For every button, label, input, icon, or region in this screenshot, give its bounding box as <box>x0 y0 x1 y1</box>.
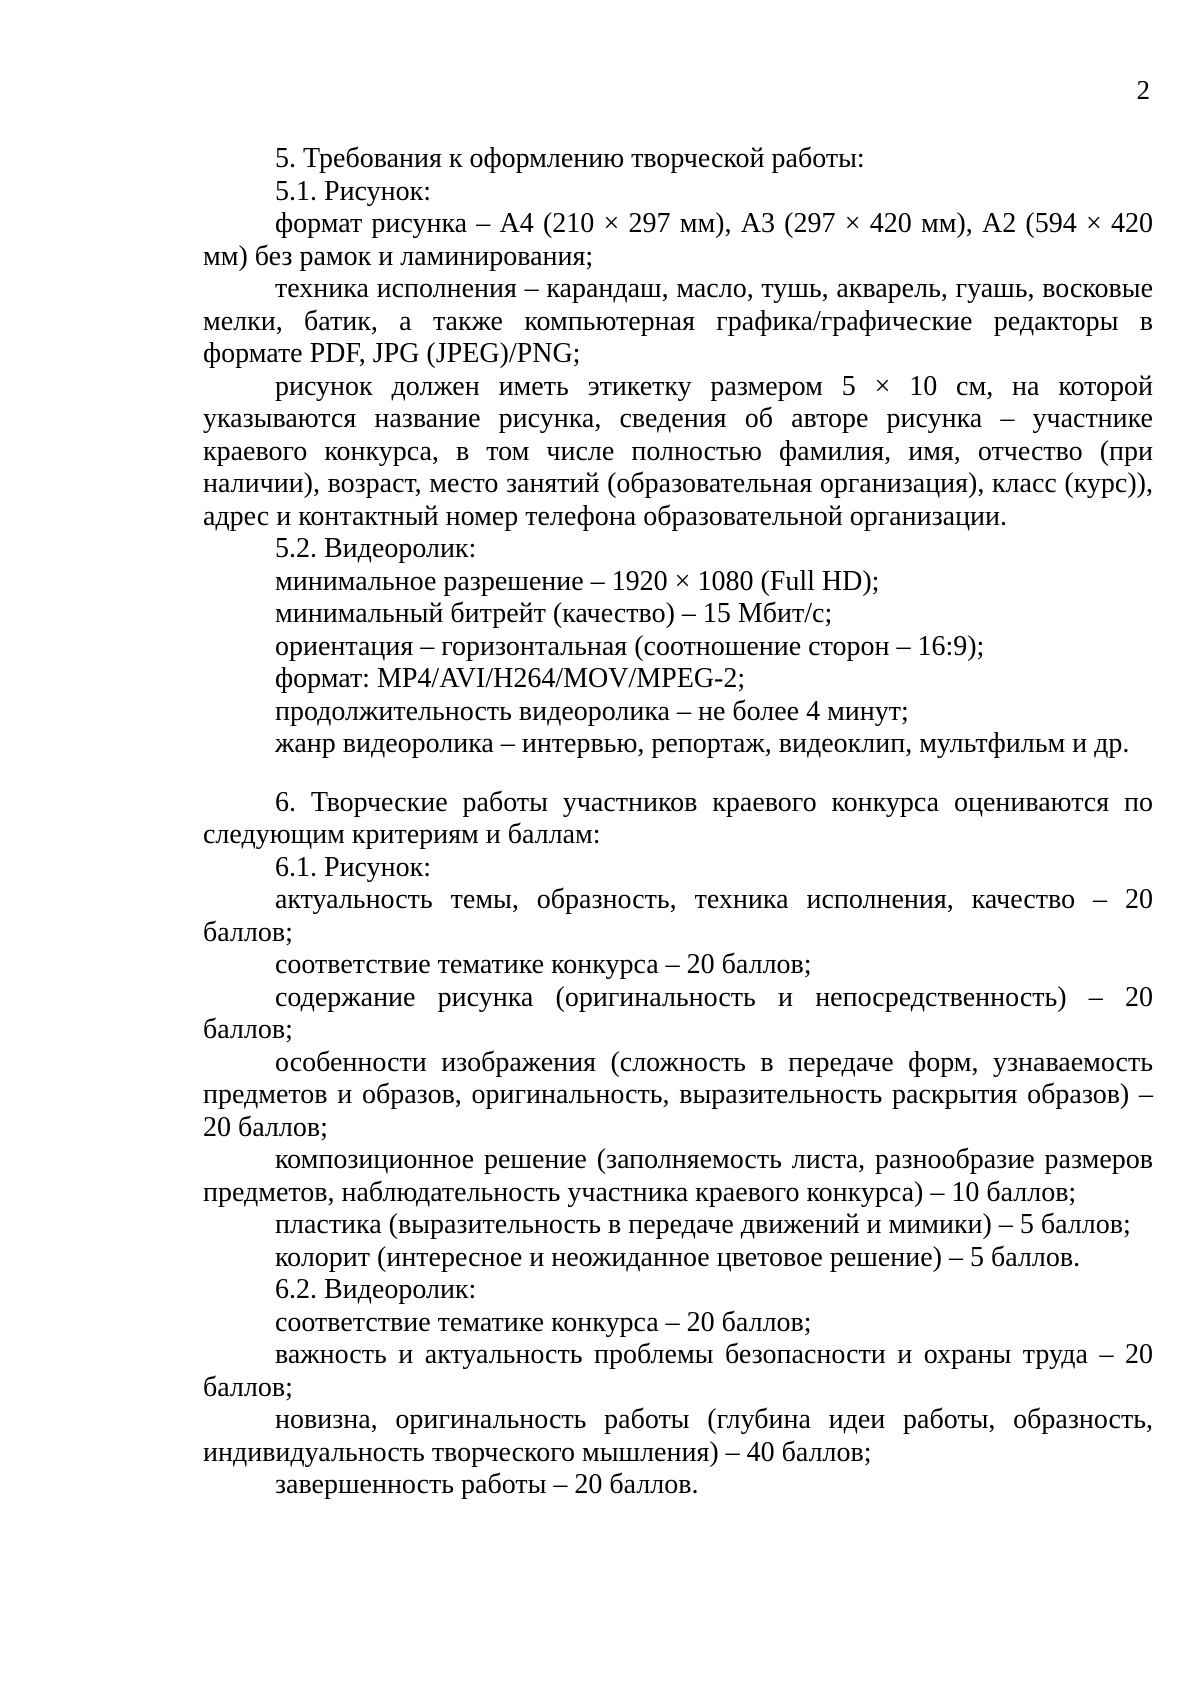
video-genre-requirement: жанр видеоролика – интервью, репортаж, видеоклип, мультфильм и др. <box>275 728 1130 759</box>
subsection-5-1-heading: 5.1. Рисунок: <box>275 175 431 207</box>
document-body <box>203 143 1153 1502</box>
subsection-5-2-heading: 5.2. Видеоролик: <box>275 533 477 564</box>
drawing-criterion-theme: соответствие тематике конкурса – 20 баллов; <box>275 949 812 980</box>
section-5-heading: 5. Требования к оформлению творческой работы: <box>275 143 865 174</box>
drawing-criterion-composition: композиционное решение (заполняемость листа, разнообразие размеров предметов, наблюдательность участника краевого конкурса) – 10 баллов; <box>203 1144 1153 1208</box>
drawing-criterion-plasticity: пластика (выразительность в передаче движений и мимики) – 5 баллов; <box>275 1209 1131 1240</box>
page-number: 2 <box>1136 75 1150 105</box>
video-duration-requirement: продолжительность видеоролика – не более 4 минут; <box>275 695 909 727</box>
subsection-6-1-heading: 6.1. Рисунок: <box>275 851 431 883</box>
section-6-heading: 6. Творческие работы участников краевого конкурса оцениваются по следующим критериям и баллам: <box>203 786 1153 850</box>
drawing-criterion-color: колорит (интересное и неожиданное цветовое решение) – 5 баллов. <box>275 1241 1081 1273</box>
drawing-format-requirement: формат рисунка – А4 (210 × 297 мм), А3 (297 × 420 мм), А2 (594 × 420 мм) без рамок и ламинирования; <box>203 208 1153 272</box>
video-criterion-theme: соответствие тематике конкурса – 20 баллов; <box>275 1306 812 1338</box>
drawing-criterion-relevance: актуальность темы, образность, техника исполнения, качество – 20 баллов; <box>203 884 1153 948</box>
video-criterion-completeness: завершенность работы – 20 баллов. <box>275 1469 699 1500</box>
drawing-label-requirement: рисунок должен иметь этикетку размером 5 × 10 см, на которой указываются название рисунка, сведения об авторе рисунка – участнике краевого конкурса, в том числе полностью фамилия, имя, отчество (при наличии), возраст, место занятий (образовательная организация), класс (курс)), адрес и контактный номер телефона образовательной организации. <box>203 370 1153 532</box>
video-format-requirement: формат: MP4/AVI/H264/MOV/MPEG-2; <box>275 663 746 694</box>
video-bitrate-requirement: минимальный битрейт (качество) – 15 Мбит/с; <box>275 598 833 629</box>
video-orientation-requirement: ориентация – горизонтальная (соотношение сторон – 16:9); <box>275 630 985 662</box>
video-resolution-requirement: минимальное разрешение – 1920 × 1080 (Full HD); <box>275 565 880 597</box>
drawing-technique-requirement: техника исполнения – карандаш, масло, тушь, акварель, гуашь, восковые мелки, батик, а также компьютерная графика/графические редакторы в формате PDF, JPG (JPEG)/PNG; <box>203 273 1153 369</box>
video-criterion-importance: важность и актуальность проблемы безопасности и охраны труда – 20 баллов; <box>203 1339 1153 1403</box>
drawing-criterion-content: содержание рисунка (оригинальность и непосредственность) – 20 баллов; <box>203 981 1153 1045</box>
subsection-6-2-heading: 6.2. Видеоролик: <box>275 1274 477 1305</box>
video-criterion-novelty: новизна, оригинальность работы (глубина идеи работы, образность, индивидуальность творческого мышления) – 40 баллов; <box>203 1404 1153 1468</box>
drawing-criterion-depiction: особенности изображения (сложность в передаче форм, узнаваемость предметов и образов, оригинальность, выразительность раскрытия образов) – 20 баллов; <box>203 1046 1153 1143</box>
